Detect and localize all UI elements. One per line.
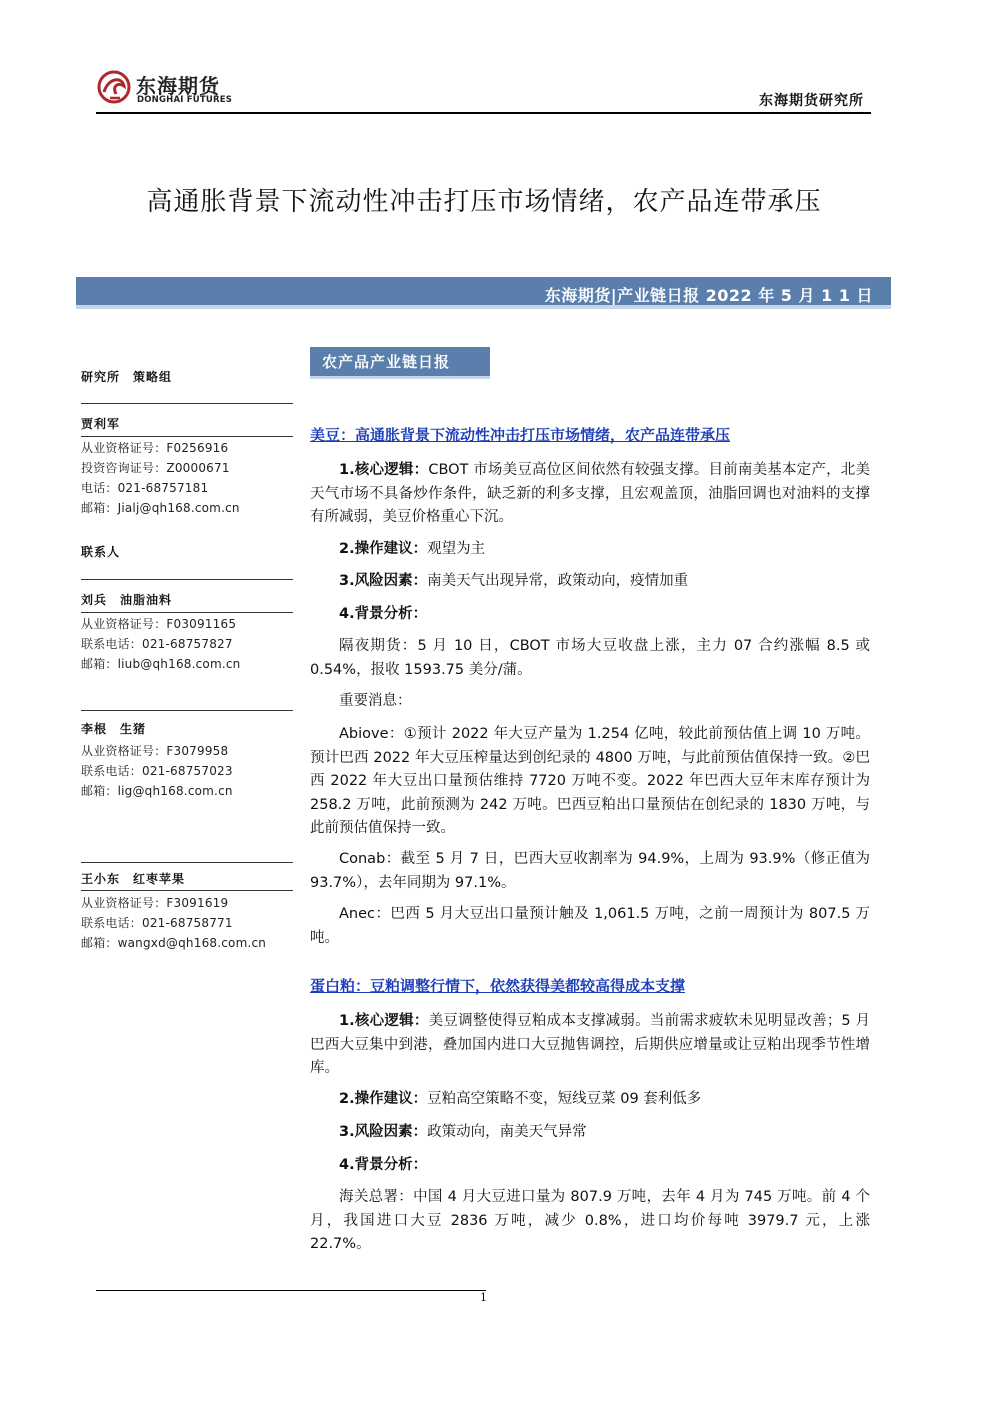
paragraph-risk [310,1121,870,1145]
analyst-phone: 联系电话：021-68758771 [81,916,233,930]
report-banner [76,277,891,309]
company-logo [96,66,236,110]
section-title-soybean[interactable]: 美豆：高通胀背景下流动性冲击打压市场情绪，农产品连带承压 [310,426,731,444]
para-text: 政策动向，南美天气异常 [427,1124,587,1140]
para-label: 1.核心逻辑： [339,1013,429,1029]
paragraph-core-logic [310,1010,870,1081]
para-label: 3.风险因素： [339,1124,428,1140]
para-label: 4.背景分析： [339,1157,428,1173]
analyst-card [81,410,293,518]
sidebar-divider [81,612,293,613]
analyst-email[interactable]: 邮箱：wangxd@qh168.com.cn [81,936,267,950]
analyst-email[interactable]: 邮箱：Jialj@qh168.com.cn [81,501,240,515]
analyst-cert: 从业资格证号：F3079958 [81,744,229,758]
institute-name: 东海期货研究所 [759,93,864,109]
paragraph-futures: 隔夜期货：5 月 10 日，CBOT 市场大豆收盘上涨，主力 07 合约涨幅 8.5 或 0.54%，报收 1593.75 美分/蒲。 [310,638,870,678]
logo-english-text: DONGHAI FUTURES [137,95,233,105]
footer-divider [96,1290,486,1291]
sidebar-divider [81,403,293,404]
sidebar-divider [81,862,293,863]
analyst-email[interactable]: 邮箱：lig@qh168.com.cn [81,784,233,798]
section-title-protein-meal[interactable]: 蛋白粕：豆粕调整行情下，依然获得美都较高得成本支撑 [310,977,686,995]
analyst-phone: 电话：021-68757181 [81,481,209,495]
analyst-name: 李根 生猪 [81,722,147,736]
analyst-phone: 联系电话：021-68757023 [81,764,233,778]
paragraph-abiove: Abiove：①预计 2022 年大豆产量为 1.254 亿吨，较此前预估值上调 10 万吨。预计巴西 2022 年大豆压榨量达到创纪录的 4800 万吨，与此前预估值保持一致。②巴西 2022 年大豆出口量预估维持 7720 万吨不变。2022 年巴西大豆年末库存预计为 258.2 万吨，此前预测为 242 万吨。巴西豆粕出口量预估在创纪录的 1830 万吨，与此前预估值保持一致。 [310,726,870,836]
paragraph-risk [310,570,870,594]
logo-chinese-text: 东海期货 [136,74,220,98]
para-text: CBOT 市场美豆高位区间依然有较强支撑。目前南美基本定产，北美天气市场不具备炒作条件，缺乏新的利多支撑，且宏观盖顶，油脂回调也对油料的支撑有所减弱，美豆价格重心下沉。 [310,462,870,525]
para-label: 2.操作建议： [339,541,428,557]
paragraph-background [310,1154,870,1178]
contact-header: 联系人 [81,545,121,559]
sidebar-divider [81,579,293,580]
team-label: 研究所 策略组 [81,370,173,384]
paragraph-advice [310,1088,870,1112]
analyst-card [81,717,293,801]
sidebar-divider [81,890,293,891]
para-label: 4.背景分析： [339,606,428,622]
analyst-email[interactable]: 邮箱：liub@qh168.com.cn [81,657,241,671]
analyst-name: 王小东 红枣苹果 [81,872,186,886]
analyst-card [81,865,293,953]
para-label: 3.风险因素： [339,573,428,589]
analyst-cert: 从业资格证号：F3091619 [81,896,229,910]
section-tag: 农产品产业链日报 [310,347,490,379]
para-text: 美豆调整使得豆粕成本支撑减弱。当前需求疲软未见明显改善；5 月巴西大豆集中到港，叠加国内进口大豆抛售调控，后期供应增量或让豆粕出现季节性增库。 [310,1013,870,1076]
para-text: 南美天气出现异常，政策动向，疫情加重 [427,573,689,589]
report-title: 高通胀背景下流动性冲击打压市场情绪，农产品连带承压 [146,187,822,217]
paragraph-conab: Conab：截至 5 月 7 日，巴西大豆收割率为 94.9%，上周为 93.9%（修正值为 93.7%），去年同期为 97.1%。 [310,851,870,891]
paragraph-background [310,603,870,627]
para-text: 豆粕高空策略不变，短线豆菜 09 套利低多 [427,1091,702,1107]
analyst-cert: 从业资格证号：F03091165 [81,617,237,631]
para-text: 观望为主 [427,541,486,557]
para-label: 1.核心逻辑： [339,462,429,478]
analyst-name: 贾利军 [81,417,121,431]
analyst-card [81,586,293,674]
dragon-logo-icon [96,68,132,106]
analyst-phone: 联系电话：021-68757827 [81,637,233,651]
sidebar-divider [81,436,293,437]
paragraph-anec: Anec：巴西 5 月大豆出口量预计触及 1,061.5 万吨，之前一周预计为 807.5 万吨。 [310,906,870,946]
para-label: 2.操作建议： [339,1091,428,1107]
paragraph-news-header: 重要消息： [339,693,412,709]
analyst-cert: 从业资格证号：F0256916 [81,441,229,455]
header-divider [96,112,871,114]
sidebar-divider [81,710,293,711]
analyst-consult-cert: 投资咨询证号：Z0000671 [81,461,230,475]
analyst-name: 刘兵 油脂油料 [81,593,173,607]
paragraph-advice [310,538,870,562]
paragraph-core-logic [310,459,870,530]
page-number: 1 [480,1291,487,1304]
paragraph-customs: 海关总署：中国 4 月大豆进口量为 807.9 万吨，去年 4 月为 745 万吨。前 4 个月，我国进口大豆 2836 万吨，减少 0.8%，进口均价每吨 3979.7 元，上涨 22.7%。 [310,1189,870,1252]
report-date-line: 东海期货|产业链日报 2022 年 5 月 1 1 日 [544,286,873,305]
